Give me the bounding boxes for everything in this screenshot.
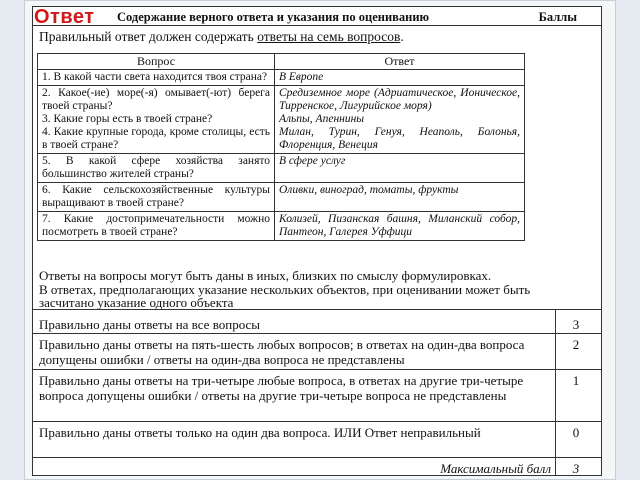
criterion-points: 0 bbox=[572, 425, 580, 440]
divider bbox=[33, 309, 601, 310]
criterion-points: 3 bbox=[572, 317, 580, 332]
criterion-text: Правильно даны ответы только на один два вопроса. ИЛИ Ответ неправильный bbox=[39, 425, 481, 440]
criterion-text: Правильно даны ответы на все вопросы bbox=[39, 317, 261, 332]
criterion-text: Правильно даны ответы на три-четыре любые вопроса, в ответах на другие три-четыре вопроса допущены ошибки / ответы на другие три-четыре вопроса не представлены bbox=[39, 373, 524, 403]
intro-text bbox=[39, 29, 404, 45]
answer-cell: В Европе bbox=[275, 70, 525, 86]
notes bbox=[39, 269, 579, 310]
intro-after: . bbox=[400, 29, 404, 44]
intro-underlined: ответы на семь вопросов bbox=[257, 29, 401, 44]
divider bbox=[33, 25, 601, 26]
divider bbox=[33, 421, 601, 422]
note-line: В ответах, предполагающих указание нескольких объектов, при оценивании может быть засчитано указание одного объекта bbox=[39, 281, 531, 310]
question-cell: 1. В какой части света находится твоя страна? bbox=[38, 70, 275, 86]
divider bbox=[33, 333, 601, 334]
answer-line: Альпы, Апеннины bbox=[279, 113, 365, 125]
qa-header-row bbox=[38, 54, 525, 70]
answer-cell: В сфере услуг bbox=[275, 154, 525, 183]
answer-line: Средиземное море (Адриатическое, Ионическое, Тирренское, Лигурийское моря) bbox=[279, 87, 520, 112]
divider bbox=[33, 369, 601, 370]
max-score-value: 3 bbox=[572, 461, 580, 476]
col-question-header: Вопрос bbox=[38, 54, 275, 70]
qa-table bbox=[37, 53, 525, 241]
question-cell: 6. Какие сельскохозяйственные культуры выращивают в твоей стране? bbox=[38, 183, 275, 212]
question-line: 4. Какие крупные города, кроме столицы, есть в твоей стране? bbox=[42, 126, 270, 151]
question-cell bbox=[38, 86, 275, 154]
header-title: Содержание верного ответа и указания по оцениванию bbox=[117, 10, 430, 24]
grading-sheet bbox=[32, 6, 602, 476]
question-line: 2. Какое(-ие) море(-я) омывает(-ют) берега твоей страны? bbox=[42, 87, 270, 112]
question-cell: 5. В какой сфере хозяйства занято большинство жителей страны? bbox=[38, 154, 275, 183]
question-cell: 7. Какие достопримечательности можно посмотреть в твоей стране? bbox=[38, 212, 275, 241]
question-line: 3. Какие горы есть в твоей стране? bbox=[42, 113, 213, 125]
max-score-label: Максимальный балл bbox=[440, 461, 551, 476]
table-row bbox=[38, 86, 525, 154]
col-answer-header: Ответ bbox=[275, 54, 525, 70]
intro-before: Правильный ответ должен содержать bbox=[39, 29, 258, 44]
table-row bbox=[38, 154, 525, 183]
answer-line: Милан, Турин, Генуя, Неаполь, Болонья, Флоренция, Венеция bbox=[279, 126, 520, 151]
criterion-points: 2 bbox=[572, 337, 580, 352]
slide-answer-label: Ответ bbox=[34, 6, 95, 28]
answer-cell: Оливки, виноград, томаты, фрукты bbox=[275, 183, 525, 212]
table-row bbox=[38, 212, 525, 241]
header-points-label: Баллы bbox=[538, 10, 577, 24]
answer-cell: Колизей, Пизанская башня, Миланский собор, Пантеон, Галерея Уффици bbox=[275, 212, 525, 241]
criterion-points: 1 bbox=[572, 373, 580, 388]
criterion-text: Правильно даны ответы на пять-шесть любых вопросов; в ответах на один-два вопроса допущены ошибки / ответы на один-два вопроса не представлены bbox=[39, 337, 525, 367]
table-row bbox=[38, 70, 525, 86]
note-line: Ответы на вопросы могут быть даны в иных, близких по смыслу формулировках. bbox=[39, 268, 492, 283]
table-row bbox=[38, 183, 525, 212]
answer-cell bbox=[275, 86, 525, 154]
divider bbox=[33, 457, 601, 458]
